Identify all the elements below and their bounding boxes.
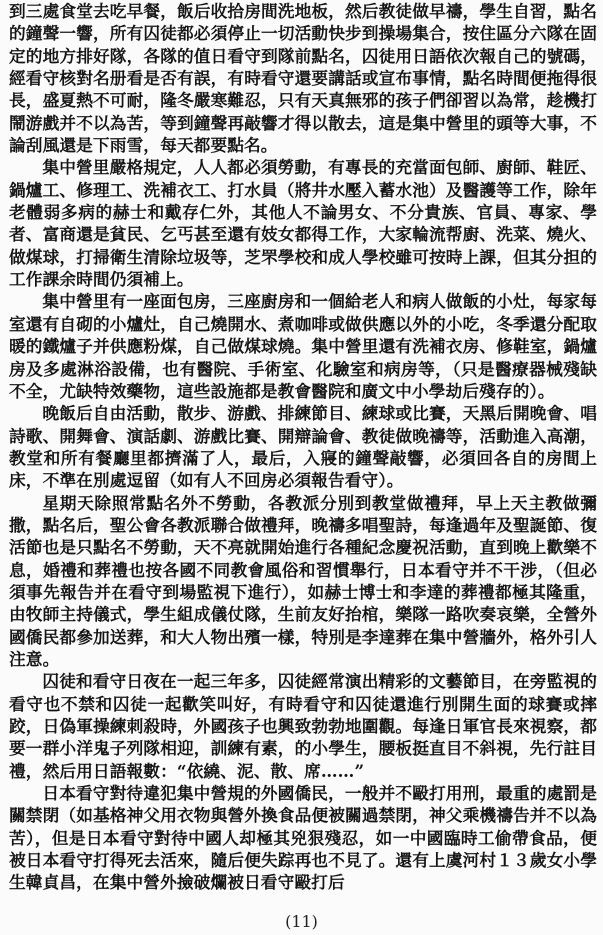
paragraph-2: 集中營里嚴格規定，人人都必須勞動，有專長的充當面包師、廚師、鞋匠、鍋爐工、修理工、洗補衣工、打水員（將井水壓入蓄水池）及醫護等工作，除年老體弱多病的赫士和戴存仁外，其他人不論男女、不分貴族、官員、專家、學者、富商還是貧民、乞丐甚至還有妓女都得工作，大家輪流帮廚、洗菜、燒火、做煤球，打掃衛生清除垃圾等，芝罘學校和成人學校雖可按時上課，但其分担的工作課余時間仍須補上。	[9, 157, 597, 290]
paragraph-7: 日本看守對待違犯集中營規的外國僑民，一般并不毆打用刑，最重的處罰是關禁閉（如基格神父用衣物與營外換食品便被關過禁閉，神父乘機禱告并不以為苦），但是日本看守對待中國人却極其兇狠殘忍，如一中國臨時工偷帶食品，便被日本看守打得死去活來，隨后便失踪再也不見了。還有上虞河村１３歲女小學生韓貞昌，在集中營外撿破爛被日看守毆打后	[9, 783, 597, 893]
paragraph-6: 囚徒和看守日夜在一起三年多，囚徒經常演出精彩的文藝節目，在旁監視的看守也不禁和囚徒一起歡笑叫好，有時看守和囚徒還進行別開生面的球賽或摔跤，日偽軍操練刺殺時，外國孩子也興致勃勃地圍觀。每逢日軍官長來視察，都要一群小洋鬼子列隊相迎，訓練有素，的小學生，腰板挺直目不斜視，先行註目禮，然后用日語報數：“依繞、泥、散、席……”	[9, 671, 597, 781]
paragraph-4: 晚飯后自由活動，散步、游戲、排練節目、練球或比賽，天黑后開晚會、唱詩歌、開舞會、演話劇、游戲比賽、開辯論會、教徒做晚禱等，活動進入高潮，教堂和所有餐廳里都擠滿了人，最后，入寢的鐘聲敲響，必須回各自的房間上床，不準在別處逗留（如有人不回房必須報告看守）。	[9, 403, 597, 491]
paragraph-3: 集中營里有一座面包房，三座廚房和一個給老人和病人做飯的小灶，每家每室還有自砌的小爐灶，自己燒開水、煮咖啡或做供應以外的小吃，冬季還分配取暖的鐵爐子并供應粉煤，自己做煤球燒。集中營里還有洗補衣房、修鞋室，鍋爐房及多處淋浴設備，也有醫院、手術室、化驗室和病房等，（只是醫療器械殘缺不全，尤缺特效藥物，這些設施都是教會醫院和廣文中小學劫后殘存的）。	[9, 291, 597, 401]
paragraph-1: 到三處食堂去吃早餐，飯后收拾房間洗地板，然后教徒做早禱，學生自習，點名的鐘聲一響，所有囚徒都必須停止一切活動快步到操場集合，按住區分六隊在固定的地方排好隊，各隊的值日看守到隊前點名，囚徒用日語依次報自己的號碼，經看守核對名册看是否有誤，有時看守還要講話或宣布事情，點名時間便拖得很長，盛夏熱不可耐，隆冬嚴寒難忍，只有天真無邪的孩子們卻習以為常，趁機打鬧游戲并不以為苦，等到鐘聲再敲響才得以散去，這是集中營里的頭等大事，不論刮風還是下雨雪，每天都要點名。	[9, 1, 597, 156]
page-number: (11)	[285, 912, 318, 931]
paragraph-5: 星期天除照常點名外不勞動，各教派分別到教堂做禮拜，早上天主教做彌撒，點名后，聖公會各教派聯合做禮拜，晚禱多唱聖詩，每逢過年及聖誕節、復活節也是只點名不勞動，天不亮就開始進行各種紀念慶祝活動，直到晚上歡樂不息，婚禮和葬禮也按各國不同教會風俗和習慣舉行，日本看守并不干涉，（但必須事先報告并在看守到場監視下進行），如赫士博士和李達的葬禮都極其隆重，由牧師主持儀式，學生組成儀仗隊，生前友好抬棺，樂隊一路吹奏哀樂，全營外國僑民都參加送葬，和大人物出殯一樣，特別是李達葬在集中營牆外，格外引人注意。	[9, 492, 597, 669]
page-body	[9, 0, 597, 894]
